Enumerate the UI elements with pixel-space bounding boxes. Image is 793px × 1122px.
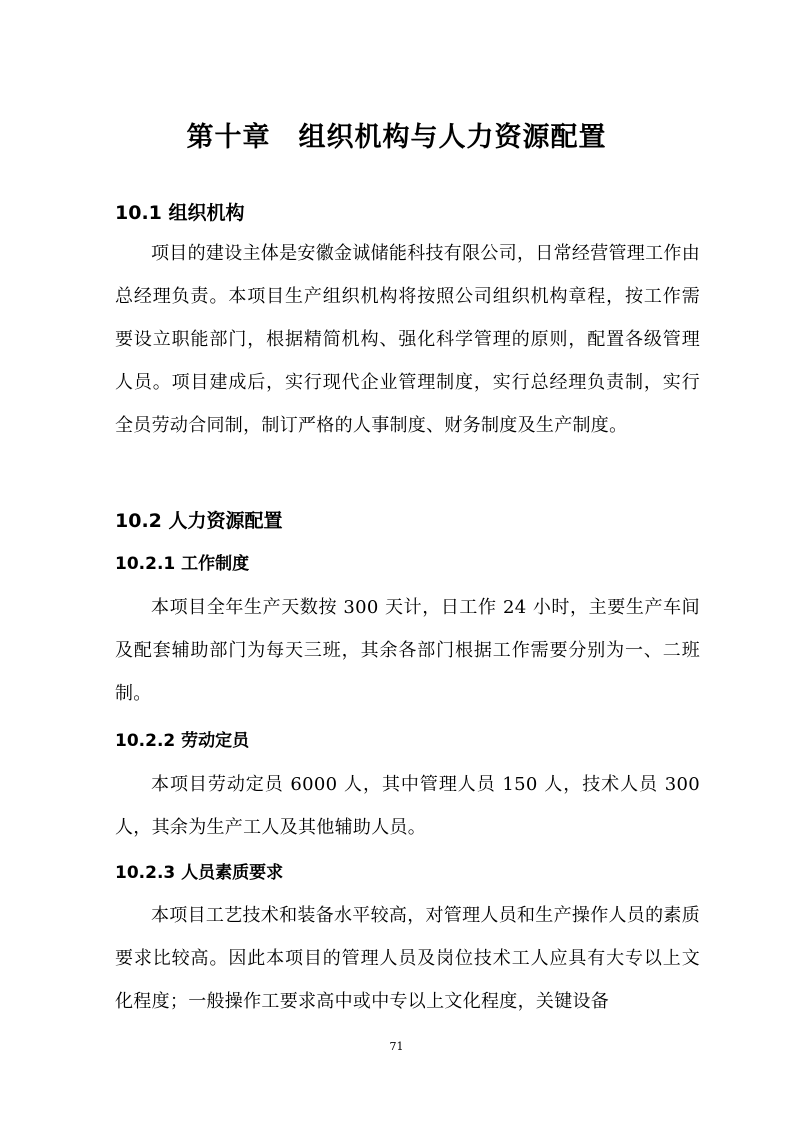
section-paragraph-10-2-3: 本项目工艺技术和装备水平较高，对管理人员和生产操作人员的素质要求比较高。因此本项目的管理人员及岗位技术工人应具有大专以上文化程度；一般操作工要求高中或中专以上文化程度，关键设备 xyxy=(115,905,700,1012)
section-paragraph-10-2-2: 本项目劳动定员 6000 人，其中管理人员 150 人，技术人员 300 人，其余为生产工人及其他辅助人员。 xyxy=(115,774,700,838)
section-heading-10-2: 10.2 人力资源配置 xyxy=(115,510,283,532)
section-paragraph-10-1: 项目的建设主体是安徽金诚储能科技有限公司，日常经营管理工作由总经理负责。本项目生产组织机构将按照公司组织机构章程，按工作需要设立职能部门，根据精简机构、强化科学管理的原则，配置各级管理人员。项目建成后，实行现代企业管理制度，实行总经理负责制，实行全员劳动合同制，制订严格的人事制度、财务制度及生产制度。 xyxy=(115,243,700,436)
section-heading-10-2-2: 10.2.2 劳动定员 xyxy=(115,731,250,751)
section-paragraph-10-2-1: 本项目全年生产天数按 300 天计，日工作 24 小时，主要生产车间及配套辅助部门为每天三班，其余各部门根据工作需要分别为一、二班制。 xyxy=(115,597,700,704)
section-heading-10-2-1: 10.2.1 工作制度 xyxy=(115,554,250,574)
chapter-title: 第十章 组织机构与人力资源配置 xyxy=(186,122,607,153)
page-number: 71 xyxy=(389,1040,404,1053)
section-heading-10-1: 10.1 组织机构 xyxy=(115,202,245,224)
section-heading-10-2-3: 10.2.3 人员素质要求 xyxy=(115,863,284,883)
